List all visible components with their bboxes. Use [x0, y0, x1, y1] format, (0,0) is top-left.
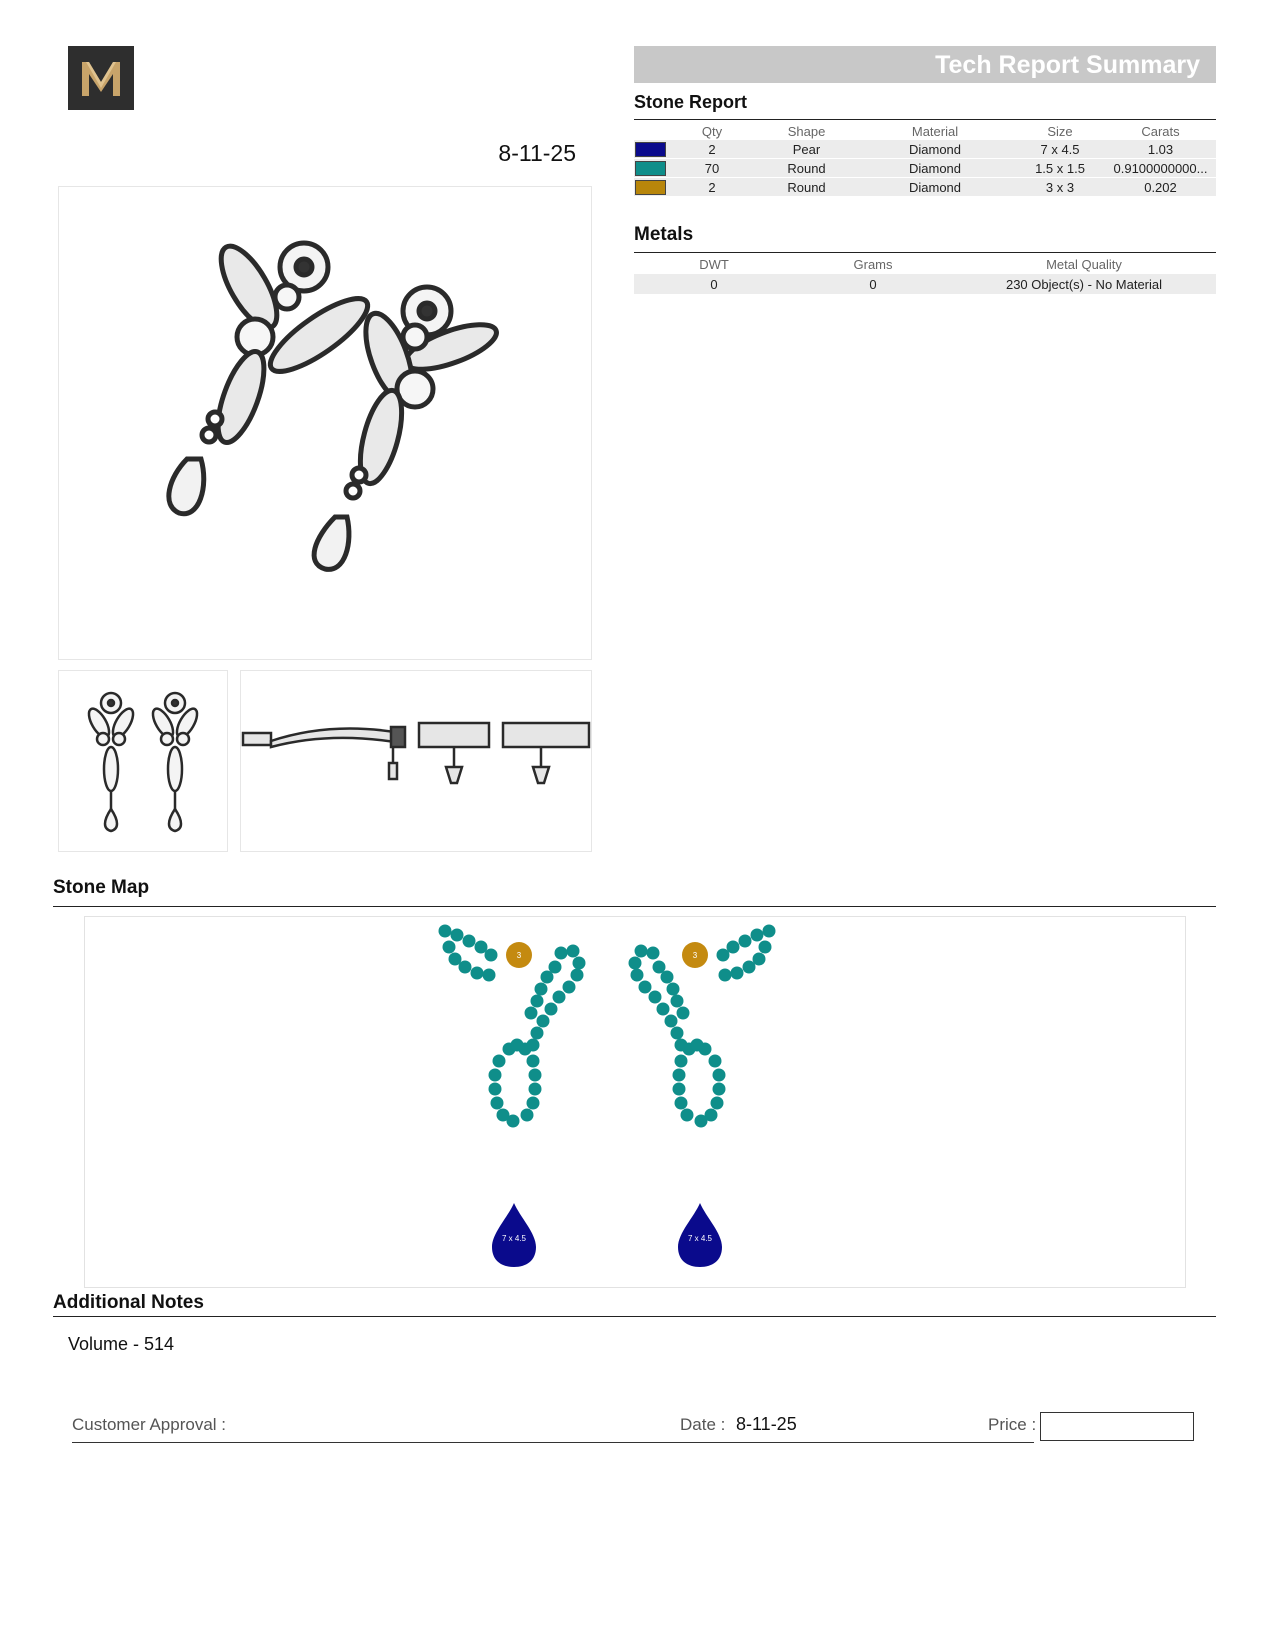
front-view-thumbnail — [58, 670, 228, 852]
stone-shape: Pear — [758, 140, 855, 159]
accent-round-stone — [675, 1097, 688, 1110]
stone-color-cell — [634, 159, 666, 178]
stone-color-cell — [634, 178, 666, 197]
accent-round-stone — [491, 1097, 504, 1110]
accent-round-stone — [535, 983, 548, 996]
stone-carats: 1.03 — [1105, 140, 1216, 159]
accent-round-stone — [719, 969, 732, 982]
accent-round-stone — [711, 1097, 724, 1110]
accent-round-stone — [507, 1115, 520, 1128]
table-row — [634, 274, 1216, 294]
stone-qty: 2 — [666, 178, 758, 197]
accent-round-stone — [717, 949, 730, 962]
accent-round-stone — [553, 991, 566, 1004]
stone-qty: 70 — [666, 159, 758, 178]
stone-carats: 0.9100000000... — [1105, 159, 1216, 178]
table-row — [634, 178, 1216, 197]
col-qty: Qty — [701, 123, 723, 139]
stone-material: Diamond — [855, 140, 1015, 159]
accent-round-stone — [751, 929, 764, 942]
col-shape: Shape — [787, 123, 826, 139]
accent-round-stone — [567, 945, 580, 958]
approval-date-label: Date : — [680, 1415, 726, 1434]
accent-round-stone — [675, 1055, 688, 1068]
main-render-image — [58, 186, 592, 660]
stone-shape: Round — [758, 178, 855, 197]
accent-round-stone — [511, 1039, 524, 1052]
earrings-side-illustration — [241, 671, 591, 851]
accent-round-stone — [555, 947, 568, 960]
metal-grams: 0 — [794, 274, 952, 294]
stone-map-title: Stone Map — [53, 877, 150, 898]
accent-round-stone — [647, 947, 660, 960]
accent-round-stone — [639, 981, 652, 994]
stone-qty: 2 — [666, 140, 758, 159]
accent-round-stone — [759, 941, 772, 954]
table-row — [634, 140, 1216, 159]
accent-round-stone — [671, 1027, 684, 1040]
accent-round-stone — [545, 1003, 558, 1016]
accent-round-stone — [739, 935, 752, 948]
col-carats: Carats — [1141, 123, 1180, 139]
earrings-front-illustration — [59, 671, 227, 851]
stone-map-panel — [84, 916, 1186, 1288]
accent-round-stone — [471, 967, 484, 980]
table-row — [634, 159, 1216, 178]
additional-notes-text: Volume - 514 — [68, 1334, 175, 1354]
pear-stone-label: 7 x 4.5 — [687, 1234, 713, 1243]
center-stone-label: 3 — [692, 951, 698, 960]
metals-title: Metals — [634, 224, 694, 245]
stone-map-diagram — [85, 917, 1185, 1287]
accent-round-stone — [571, 969, 584, 982]
accent-round-stone — [485, 949, 498, 962]
col-grams: Grams — [853, 256, 893, 272]
accent-round-stone — [527, 1055, 540, 1068]
stone-material: Diamond — [855, 178, 1015, 197]
accent-round-stone — [763, 925, 776, 938]
center-stone-label: 3 — [516, 951, 522, 960]
accent-round-stone — [439, 925, 452, 938]
stone-map-left-earring — [439, 925, 586, 1268]
stone-color-swatch — [635, 161, 666, 176]
accent-round-stone — [483, 969, 496, 982]
accent-round-stone — [673, 1083, 686, 1096]
header-date: 8-11-25 — [498, 140, 576, 166]
accent-round-stone — [661, 971, 674, 984]
accent-round-stone — [731, 967, 744, 980]
accent-round-stone — [631, 969, 644, 982]
stone-size: 3 x 3 — [1015, 178, 1105, 197]
accent-round-stone — [541, 971, 554, 984]
additional-notes-divider — [53, 1316, 1216, 1317]
col-color — [634, 122, 666, 140]
accent-round-stone — [671, 995, 684, 1008]
accent-round-stone — [531, 1027, 544, 1040]
accent-round-stone — [657, 1003, 670, 1016]
price-input[interactable] — [1040, 1412, 1194, 1441]
stone-size: 7 x 4.5 — [1015, 140, 1105, 159]
stone-map-right-earring — [629, 925, 776, 1268]
stone-report-title: Stone Report — [634, 92, 748, 112]
col-dwt: DWT — [699, 256, 729, 272]
accent-round-stone — [629, 957, 642, 970]
earrings-perspective-illustration — [59, 187, 591, 659]
metals-table — [634, 254, 1216, 294]
stone-color-swatch — [635, 180, 666, 195]
accent-round-stone — [713, 1069, 726, 1082]
accent-round-stone — [673, 1069, 686, 1082]
customer-approval-label: Customer Approval : — [72, 1415, 227, 1434]
accent-round-stone — [713, 1083, 726, 1096]
accent-round-stone — [529, 1083, 542, 1096]
side-view-thumbnail — [240, 670, 592, 852]
stone-size: 1.5 x 1.5 — [1015, 159, 1105, 178]
stone-carats: 0.202 — [1105, 178, 1216, 197]
accent-round-stone — [489, 1069, 502, 1082]
pear-stone-label: 7 x 4.5 — [501, 1234, 527, 1243]
accent-round-stone — [493, 1055, 506, 1068]
accent-round-stone — [695, 1115, 708, 1128]
accent-round-stone — [463, 935, 476, 948]
accent-round-stone — [743, 961, 756, 974]
metal-dwt: 0 — [634, 274, 794, 294]
accent-round-stone — [681, 1109, 694, 1122]
col-material: Material — [911, 123, 959, 139]
accent-round-stone — [527, 1097, 540, 1110]
metals-table-header — [634, 254, 1216, 274]
accent-round-stone — [665, 1015, 678, 1028]
stone-material: Diamond — [855, 159, 1015, 178]
accent-round-stone — [709, 1055, 722, 1068]
stone-color-swatch — [635, 142, 666, 157]
stone-map-divider — [53, 906, 1216, 907]
approval-date-value: 8-11-25 — [736, 1414, 797, 1434]
stone-color-cell — [634, 140, 666, 159]
col-size: Size — [1047, 123, 1073, 139]
stone-report-table — [634, 122, 1216, 197]
report-title-bar — [634, 46, 1216, 83]
accent-round-stone — [489, 1083, 502, 1096]
accent-round-stone — [537, 1015, 550, 1028]
stone-table-header — [634, 122, 1216, 140]
additional-notes-title: Additional Notes — [53, 1292, 204, 1313]
col-metal-quality: Metal Quality — [1046, 256, 1122, 272]
metals-divider — [634, 252, 1216, 253]
customer-approval-line — [72, 1442, 1034, 1443]
accent-round-stone — [635, 945, 648, 958]
metal-quality: 230 Object(s) - No Material — [952, 274, 1216, 294]
accent-round-stone — [529, 1069, 542, 1082]
accent-round-stone — [563, 981, 576, 994]
accent-round-stone — [531, 995, 544, 1008]
report-title: Tech Report Summary — [935, 51, 1200, 79]
accent-round-stone — [649, 991, 662, 1004]
accent-round-stone — [443, 941, 456, 954]
accent-round-stone — [521, 1109, 534, 1122]
accent-round-stone — [451, 929, 464, 942]
accent-round-stone — [525, 1007, 538, 1020]
stone-shape: Round — [758, 159, 855, 178]
price-label: Price : — [988, 1415, 1037, 1434]
accent-round-stone — [667, 983, 680, 996]
accent-round-stone — [691, 1039, 704, 1052]
stone-report-divider — [634, 119, 1216, 120]
accent-round-stone — [677, 1007, 690, 1020]
company-logo — [68, 46, 134, 110]
accent-round-stone — [573, 957, 586, 970]
accent-round-stone — [459, 961, 472, 974]
